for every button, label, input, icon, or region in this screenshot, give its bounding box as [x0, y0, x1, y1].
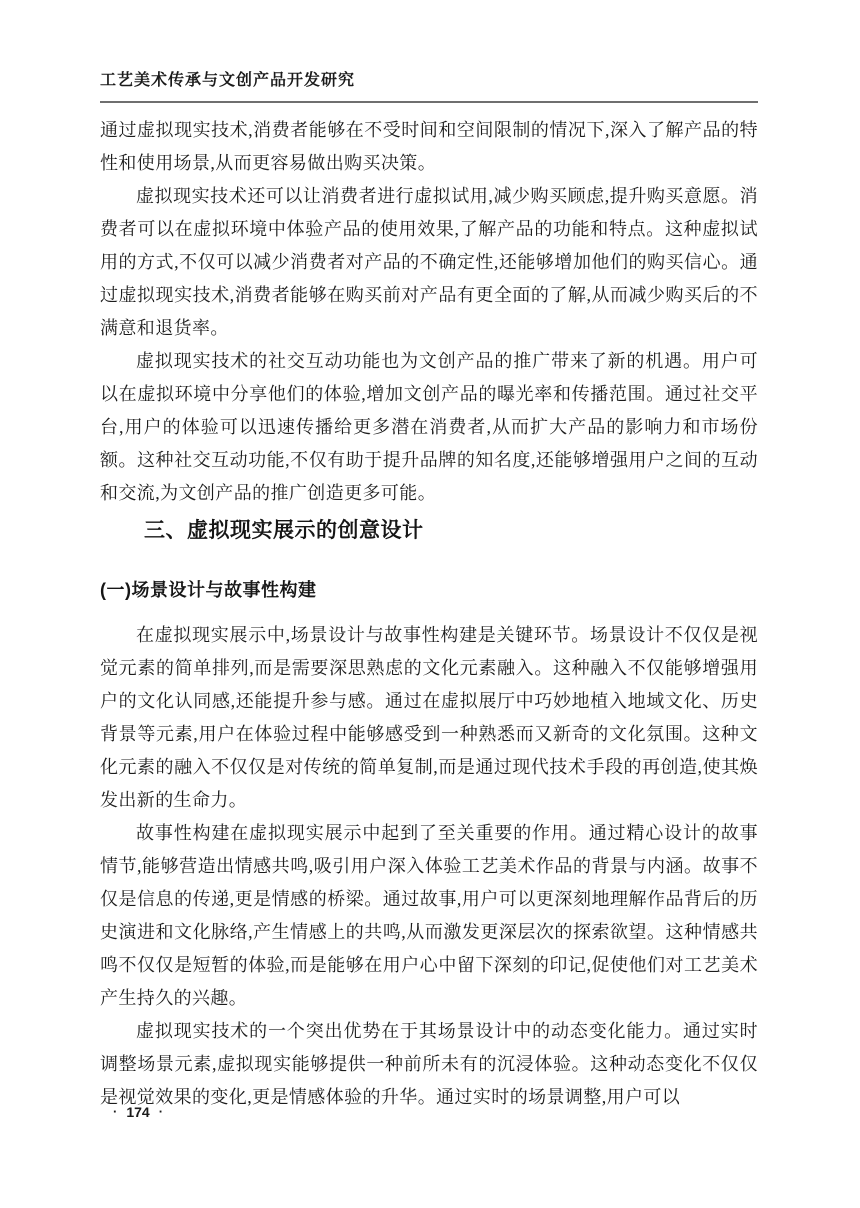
page-footer: [104, 1101, 172, 1123]
body-paragraph-3: 虚拟现实技术的社交互动功能也为文创产品的推广带来了新的机遇。用户可以在虚拟环境中分享他们的体验,增加文创产品的曝光率和传播范围。通过社交平台,用户的体验可以迅速传播给更多潜在消费者,从而扩大产品的影响力和市场份额。这种社交互动功能,不仅有助于提升品牌的知名度,还能够增强用户之间的互动和交流,为文创产品的推广创造更多可能。: [100, 351, 758, 503]
body-paragraph-6: 虚拟现实技术的一个突出优势在于其场景设计中的动态变化能力。通过实时调整场景元素,虚拟现实能够提供一种前所未有的沉浸体验。这种动态变化不仅仅是视觉效果的变化,更是情感体验的升华。通过实时的场景调整,用户可以: [100, 1021, 758, 1107]
page-content: [100, 0, 758, 1114]
subsection-heading: (一)场景设计与故事性构建: [100, 580, 317, 600]
running-head-title: 工艺美术传承与文创产品开发研究: [100, 72, 356, 89]
body-paragraph-4: 在虚拟现实展示中,场景设计与故事性构建是关键环节。场景设计不仅仅是视觉元素的简单排列,而是需要深思熟虑的文化元素融入。这种融入不仅能够增强用户的文化认同感,还能提升参与感。通过在虚拟展厅中巧妙地植入地域文化、历史背景等元素,用户在体验过程中能够感受到一种熟悉而又新奇的文化氛围。这种文化元素的融入不仅仅是对传统的简单复制,而是通过现代技术手段的再创造,使其焕发出新的生命力。: [100, 625, 758, 810]
body-paragraph-2: 虚拟现实技术还可以让消费者进行虚拟试用,减少购买顾虑,提升购买意愿。消费者可以在虚拟环境中体验产品的使用效果,了解产品的功能和特点。这种虚拟试用的方式,不仅可以减少消费者对产品的不确定性,还能够增加他们的购买信心。通过虚拟现实技术,消费者能够在购买前对产品有更全面的了解,从而减少购买后的不满意和退货率。: [100, 186, 758, 338]
body-paragraph-5: 故事性构建在虚拟现实展示中起到了至关重要的作用。通过精心设计的故事情节,能够营造出情感共鸣,吸引用户深入体验工艺美术作品的背景与内涵。故事不仅是信息的传递,更是情感的桥梁。通过故事,用户可以更深刻地理解作品背后的历史演进和文化脉络,产生情感上的共鸣,从而激发更深层次的探索欲望。这种情感共鸣不仅仅是短暂的体验,而是能够在用户心中留下深刻的印记,促使他们对工艺美术产生持久的兴趣。: [100, 823, 758, 1008]
section-heading: 三、虚拟现实展示的创意设计: [144, 519, 424, 542]
page-body: [100, 114, 758, 1114]
body-paragraph-1: 通过虚拟现实技术,消费者能够在不受时间和空间限制的情况下,深入了解产品的特性和使用场景,从而更容易做出购买决策。: [100, 120, 758, 173]
header-divider: [100, 101, 758, 103]
page-header: [100, 70, 758, 103]
footer-left-dot: ·: [113, 1104, 118, 1119]
footer-right-dot: ·: [158, 1104, 164, 1119]
page-number: 174: [126, 1104, 150, 1120]
